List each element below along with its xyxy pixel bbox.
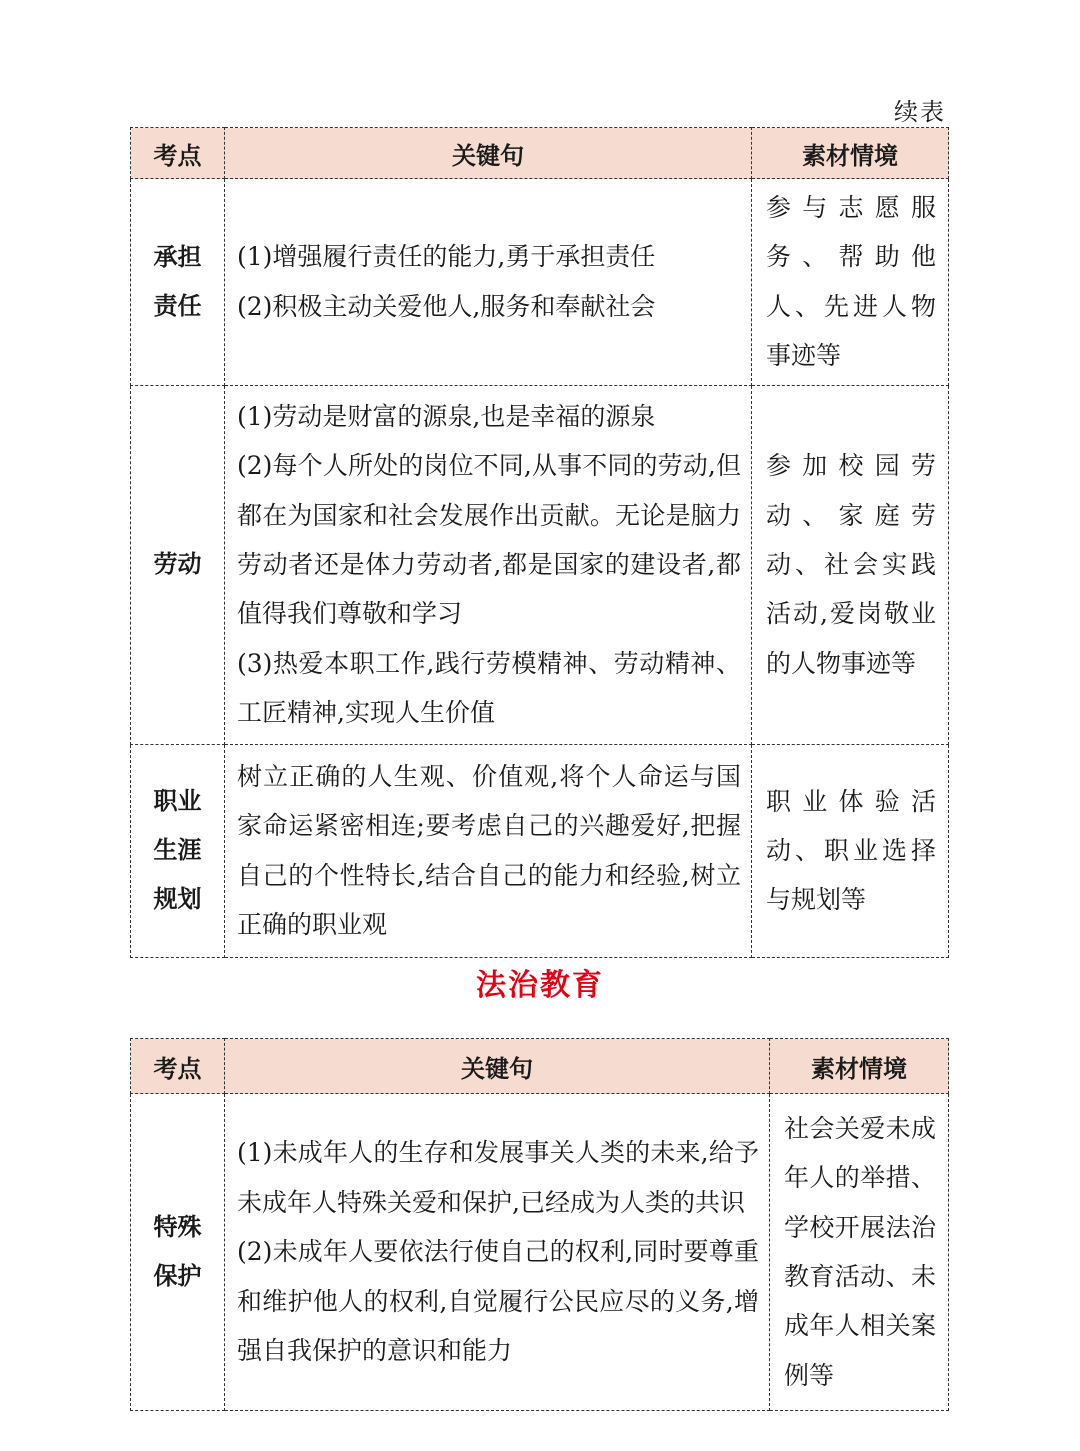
topic-line: 规划	[153, 885, 202, 914]
table-row	[131, 1094, 949, 1411]
key-sentence-cell	[225, 179, 752, 386]
material-cell	[752, 385, 949, 744]
material-text: 参与志愿服务、帮助他人、先进人物事迹等	[766, 193, 936, 371]
table-header-row	[131, 1039, 949, 1094]
key-sentence-cell	[225, 744, 752, 957]
header-key-sentence: 关键句	[225, 1039, 770, 1094]
header-topic: 考点	[131, 128, 225, 179]
topic-line: 特殊	[153, 1213, 202, 1241]
topic-line: 保护	[153, 1262, 202, 1290]
continued-label: 续表	[894, 98, 946, 126]
material-text: 参加校园劳动、家庭劳动、社会实践活动,爱岗敬业的人物事迹等	[766, 451, 936, 678]
topic-line: 责任	[153, 291, 202, 320]
key-sentence: (2)未成年人要依法行使自己的权利,同时要尊重和维护他人的权利,自觉履行公民应尽的义务,增强自我保护的意识和能力	[237, 1237, 759, 1366]
section-title: 法治教育	[476, 968, 604, 1003]
key-sentence: (1)劳动是财富的源泉,也是幸福的源泉	[237, 401, 656, 431]
key-sentence: 树立正确的人生观、价值观,将个人命运与国家命运紧密相连;要考虑自己的兴趣爱好,把握自己的个性特长,结合自己的能力和经验,树立正确的职业观	[237, 761, 741, 940]
topic-cell	[131, 179, 225, 386]
header-topic: 考点	[131, 1039, 225, 1094]
topic-cell	[131, 1094, 225, 1411]
table-row	[131, 385, 949, 744]
key-sentence: (1)增强履行责任的能力,勇于承担责任	[237, 242, 656, 272]
topic-line: 劳动	[153, 550, 202, 579]
header-key-sentence: 关键句	[225, 128, 752, 179]
material-cell	[752, 179, 949, 386]
header-material: 素材情境	[770, 1039, 949, 1094]
key-sentence-cell	[225, 385, 752, 744]
key-sentence-cell	[225, 1094, 770, 1411]
table-row	[131, 179, 949, 386]
table-row	[131, 744, 949, 957]
key-sentence: (1)未成年人的生存和发展事关人类的未来,给予未成年人特殊关爱和保护,已经成为人类的共识	[237, 1138, 759, 1217]
table-header-row	[131, 128, 949, 179]
key-sentence: (3)热爱本职工作,践行劳模精神、劳动精神、工匠精神,实现人生价值	[237, 648, 741, 728]
key-sentence: (2)积极主动关爱他人,服务和奉献社会	[237, 291, 656, 321]
topic-cell	[131, 385, 225, 744]
material-cell	[752, 744, 949, 957]
header-material: 素材情境	[752, 128, 949, 179]
civic-topics-table	[130, 127, 949, 958]
topic-line: 生涯	[153, 836, 202, 865]
legal-education-table	[130, 1038, 949, 1411]
topic-line: 承担	[153, 242, 202, 271]
material-cell	[770, 1094, 949, 1411]
topic-cell	[131, 744, 225, 957]
topic-line: 职业	[153, 787, 202, 816]
material-text: 职业体验活动、职业选择与规划等	[766, 786, 936, 915]
key-sentence: (2)每个人所处的岗位不同,从事不同的劳动,但都在为国家和社会发展作出贡献。无论是脑力劳动者还是体力劳动者,都是国家的建设者,都值得我们尊敬和学习	[237, 451, 741, 629]
material-text: 社会关爱未成年人的举措、学校开展法治教育活动、未成年人相关案例等	[784, 1113, 936, 1390]
